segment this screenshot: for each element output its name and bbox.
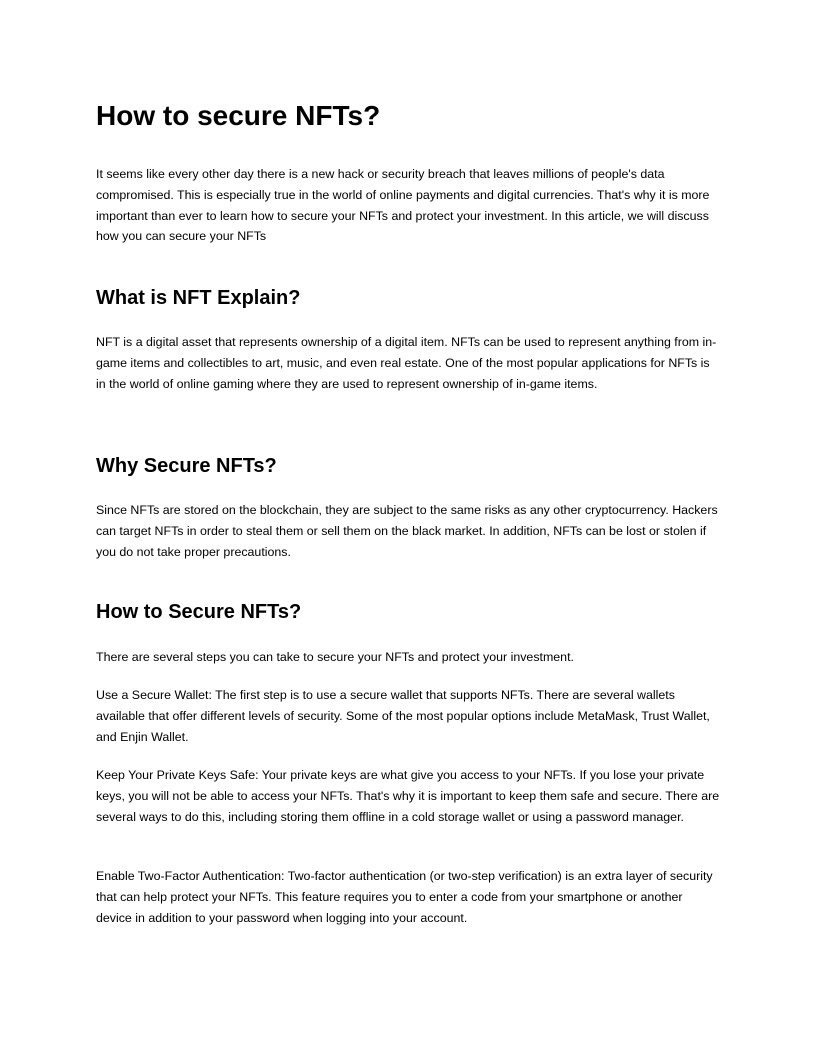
what-is-nft-paragraph: NFT is a digital asset that represents ownership of a digital item. NFTs can be used to represent anything from in-game items and collectibles to art, music, and even real estate. One of the most popular applications for NFTs is in the world of online gaming where they are used to represent ownership of in-game items. xyxy=(96,335,717,391)
page-title: How to secure NFTs? xyxy=(96,100,381,131)
heading-why-secure: Why Secure NFTs? xyxy=(96,455,277,477)
two-factor-paragraph: Enable Two-Factor Authentication: Two-factor authentication (or two-step verification) is an extra layer of security that can help protect your NFTs. This feature requires you to enter a code from your smartphone or another device in addition to your password when logging into your account. xyxy=(96,869,713,925)
how-to-secure-intro-paragraph: There are several steps you can take to secure your NFTs and protect your investment. xyxy=(96,650,574,664)
heading-what-is-nft: What is NFT Explain? xyxy=(96,287,301,309)
why-secure-paragraph: Since NFTs are stored on the blockchain, they are subject to the same risks as any other cryptocurrency. Hackers can target NFTs in order to steal them or sell them on the black market. In addition, NFTs can be lost or stolen if you do not take proper precautions. xyxy=(96,503,718,559)
private-keys-paragraph: Keep Your Private Keys Safe: Your private keys are what give you access to your NFTs. If you lose your private keys, you will not be able to access your NFTs. That's why it is important to keep them safe and secure. There are several ways to do this, including storing them offline in a cold storage wallet or using a password manager. xyxy=(96,768,720,824)
intro-paragraph: It seems like every other day there is a new hack or security breach that leaves millions of people's data compromised. This is especially true in the world of online payments and digital currencies. That's why it is more important than ever to learn how to secure your NFTs and protect your investment. In this article, we will discuss how you can secure your NFTs xyxy=(96,167,710,244)
secure-wallet-paragraph: Use a Secure Wallet: The first step is to use a secure wallet that supports NFTs. There are several wallets available that offer different levels of security. Some of the most popular options include MetaMask, Trust Wallet, and Enjin Wallet. xyxy=(96,688,710,744)
heading-how-to-secure: How to Secure NFTs? xyxy=(96,601,302,623)
